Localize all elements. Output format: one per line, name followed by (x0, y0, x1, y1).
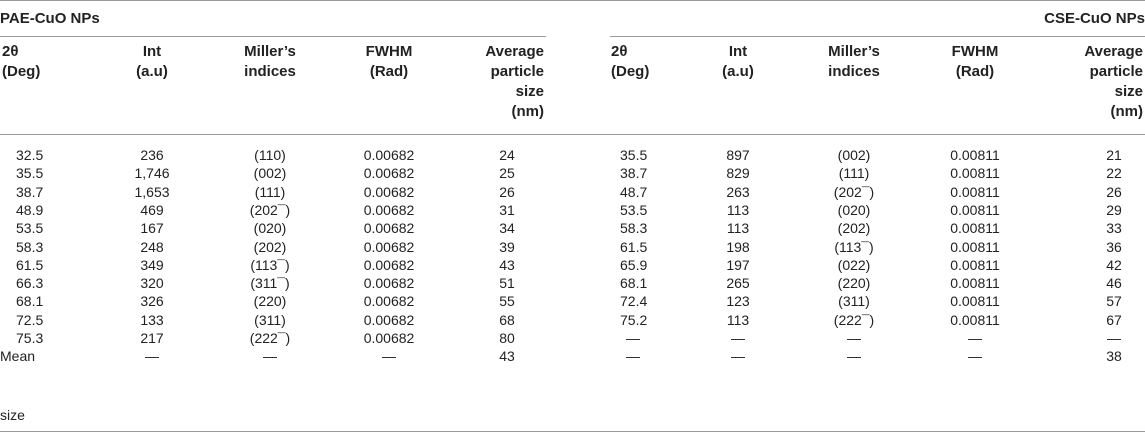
cell-cse-miller: — (847, 330, 861, 346)
cell-pae-size: 31 (499, 201, 515, 218)
cell-cse-size: 26 (1106, 183, 1122, 200)
cell-cse-fwhm: 0.00811 (950, 220, 1000, 237)
cell-cse-fwhm: 0.00811 (950, 311, 1000, 328)
cell-pae-fwhm: 0.00682 (363, 275, 415, 292)
cell-cse-miller: (020) (837, 201, 871, 218)
cell-cse-fwhm: 0.00811 (950, 238, 1000, 255)
cell-cse-int: 829 (726, 165, 750, 182)
cell-pae-int: 469 (140, 201, 164, 218)
cell-cse-fwhm: 0.00811 (950, 165, 1000, 182)
cell-pae-fwhm: 0.00682 (363, 311, 415, 328)
header-cse-size: Average particle size (nm) (1084, 43, 1143, 120)
cell-pae-size: 34 (499, 220, 515, 237)
cell-cse-miller: (202) (837, 220, 871, 237)
cell-cse-miller: (202¯) (833, 183, 875, 200)
cell-pae-miller: (002) (253, 165, 287, 182)
cell-pae-fwhm: 0.00682 (363, 256, 415, 273)
cell-pae-int: 349 (140, 256, 164, 273)
cell-pae-size: 51 (499, 275, 515, 292)
cell-cse-size: 42 (1106, 256, 1122, 273)
cell-pae-theta: 72.5 (16, 311, 44, 328)
cell-pae-fwhm: 0.00682 (363, 147, 415, 163)
cell-pae-fwhm: 0.00682 (363, 330, 415, 346)
cell-cse-fwhm: 0.00811 (950, 275, 1000, 292)
cell-pae-theta: 66.3 (16, 275, 44, 292)
cell-pae-theta: 68.1 (16, 293, 44, 310)
cell-cse-int: 113 (726, 220, 750, 237)
header-pae-theta: 2θ (Deg) (2, 43, 41, 80)
cell-cse-int: — (731, 348, 745, 365)
group-underline-pae (0, 36, 546, 37)
cell-pae-int: 326 (140, 293, 164, 310)
cell-cse-size: 46 (1106, 275, 1122, 292)
cell-cse-int: 897 (726, 147, 750, 163)
cell-cse-miller: (111) (838, 165, 870, 182)
header-pae-size: Average particle size (nm) (485, 43, 544, 120)
cell-cse-int: 198 (726, 238, 750, 255)
cell-pae-fwhm: 0.00682 (363, 165, 415, 182)
cell-pae-miller: (311) (254, 311, 286, 328)
cell-pae-theta: 61.5 (16, 256, 44, 273)
cell-cse-theta: — (626, 348, 640, 365)
cell-pae-int: — (145, 348, 159, 365)
cell-pae-int: 320 (140, 275, 164, 292)
mean-size-label-line2: size (0, 407, 25, 423)
cell-pae-theta: 32.5 (16, 147, 44, 163)
cell-cse-int: 197 (726, 256, 750, 273)
cell-cse-theta: — (626, 330, 640, 346)
header-cse-theta: 2θ (Deg) (611, 43, 650, 80)
cell-pae-miller: (111) (254, 183, 286, 200)
cell-cse-miller: (311) (838, 293, 870, 310)
cell-cse-int: 113 (726, 311, 750, 328)
cell-pae-theta: Mean (0, 348, 36, 365)
cell-pae-int: 1,653 (134, 183, 170, 200)
cell-cse-size: 57 (1106, 293, 1122, 310)
cell-cse-fwhm: 0.00811 (950, 256, 1000, 273)
cell-cse-fwhm: 0.00811 (950, 201, 1000, 218)
cell-pae-theta: 58.3 (16, 238, 44, 255)
cell-cse-fwhm: — (968, 348, 982, 365)
cell-cse-int: 123 (726, 293, 750, 310)
cell-cse-theta: 38.7 (620, 165, 648, 182)
cell-cse-int: — (731, 330, 745, 346)
cell-cse-miller: (113¯) (834, 238, 874, 255)
cell-cse-miller: (222¯) (833, 311, 875, 328)
cell-pae-size: 80 (499, 330, 515, 346)
cell-pae-int: 1,746 (134, 165, 170, 182)
cell-pae-size: 68 (499, 311, 515, 328)
cell-pae-miller: (202¯) (249, 201, 291, 218)
cell-cse-int: 265 (726, 275, 750, 292)
cell-pae-miller: (222¯) (249, 330, 291, 346)
cell-cse-theta: 72.4 (620, 293, 648, 310)
header-pae-int: Int (a.u) (136, 43, 168, 80)
cell-cse-fwhm: 0.00811 (950, 147, 1000, 163)
cell-cse-theta: 61.5 (620, 238, 648, 255)
cell-pae-theta: 38.7 (16, 183, 44, 200)
cell-cse-size: 33 (1106, 220, 1122, 237)
cell-cse-miller: (220) (837, 275, 871, 292)
cell-cse-size: 36 (1106, 238, 1122, 255)
cell-cse-theta: 48.7 (620, 183, 648, 200)
cell-cse-theta: 68.1 (620, 275, 648, 292)
cell-cse-theta: 58.3 (620, 220, 648, 237)
cell-cse-miller: (002) (837, 147, 871, 163)
cell-cse-theta: 75.2 (620, 311, 648, 328)
cell-pae-size: 55 (499, 293, 515, 310)
cell-pae-size: 24 (499, 147, 515, 163)
cell-pae-theta: 35.5 (16, 165, 44, 182)
header-rule (0, 134, 1145, 135)
cell-cse-size: 29 (1106, 201, 1122, 218)
cell-cse-miller: (022) (837, 256, 871, 273)
cell-pae-fwhm: 0.00682 (363, 220, 415, 237)
cell-cse-theta: 65.9 (620, 256, 648, 273)
cell-cse-int: 263 (726, 183, 750, 200)
cell-pae-miller: (020) (253, 220, 287, 237)
cell-pae-fwhm: 0.00682 (363, 238, 415, 255)
cell-pae-int: 217 (140, 330, 164, 346)
header-pae-miller: Miller’s indices (244, 43, 296, 80)
cell-pae-int: 133 (140, 311, 164, 328)
cell-pae-size: 26 (499, 183, 515, 200)
cell-pae-miller: (202) (253, 238, 287, 255)
cell-pae-fwhm: — (382, 348, 396, 365)
cell-pae-int: 236 (140, 147, 164, 163)
cell-pae-size: 43 (499, 348, 515, 365)
cell-cse-size: 21 (1106, 147, 1122, 163)
cell-cse-miller: — (847, 348, 861, 365)
cell-cse-fwhm: 0.00811 (950, 293, 1000, 310)
header-cse-fwhm: FWHM (Rad) (951, 43, 999, 80)
cell-pae-fwhm: 0.00682 (363, 183, 415, 200)
cell-cse-size: 67 (1106, 311, 1122, 328)
header-cse-int: Int (a.u) (722, 43, 754, 80)
header-pae-fwhm: FWHM (Rad) (365, 43, 413, 80)
cell-cse-size: 38 (1106, 348, 1122, 365)
cell-pae-miller: (220) (253, 293, 287, 310)
cell-pae-miller: — (263, 348, 277, 365)
cell-cse-theta: 35.5 (620, 147, 648, 163)
cell-pae-int: 167 (140, 220, 164, 237)
cell-pae-miller: (311¯) (250, 275, 290, 292)
cell-pae-fwhm: 0.00682 (363, 201, 415, 218)
group-title-cse: CSE-CuO NPs (1044, 10, 1145, 27)
top-rule (0, 0, 1145, 1)
cell-cse-fwhm: 0.00811 (950, 183, 1000, 200)
cell-cse-theta: 53.5 (620, 201, 648, 218)
cell-cse-int: 113 (726, 201, 750, 218)
cell-pae-size: 43 (499, 256, 515, 273)
cell-cse-size: — (1107, 330, 1121, 346)
group-title-pae: PAE-CuO NPs (0, 10, 100, 27)
cell-pae-theta: 53.5 (16, 220, 44, 237)
cell-pae-miller: (110) (254, 147, 286, 163)
cell-pae-theta: 75.3 (16, 330, 44, 346)
cell-pae-fwhm: 0.00682 (363, 293, 415, 310)
cell-pae-miller: (113¯) (250, 256, 290, 273)
cell-pae-theta: 48.9 (16, 201, 44, 218)
header-cse-miller: Miller’s indices (828, 43, 880, 80)
cell-cse-size: 22 (1106, 165, 1122, 182)
cell-pae-int: 248 (140, 238, 164, 255)
cell-pae-size: 39 (499, 238, 515, 255)
cell-cse-fwhm: — (968, 330, 982, 346)
cell-pae-size: 25 (499, 165, 515, 182)
group-underline-cse (610, 36, 1145, 37)
